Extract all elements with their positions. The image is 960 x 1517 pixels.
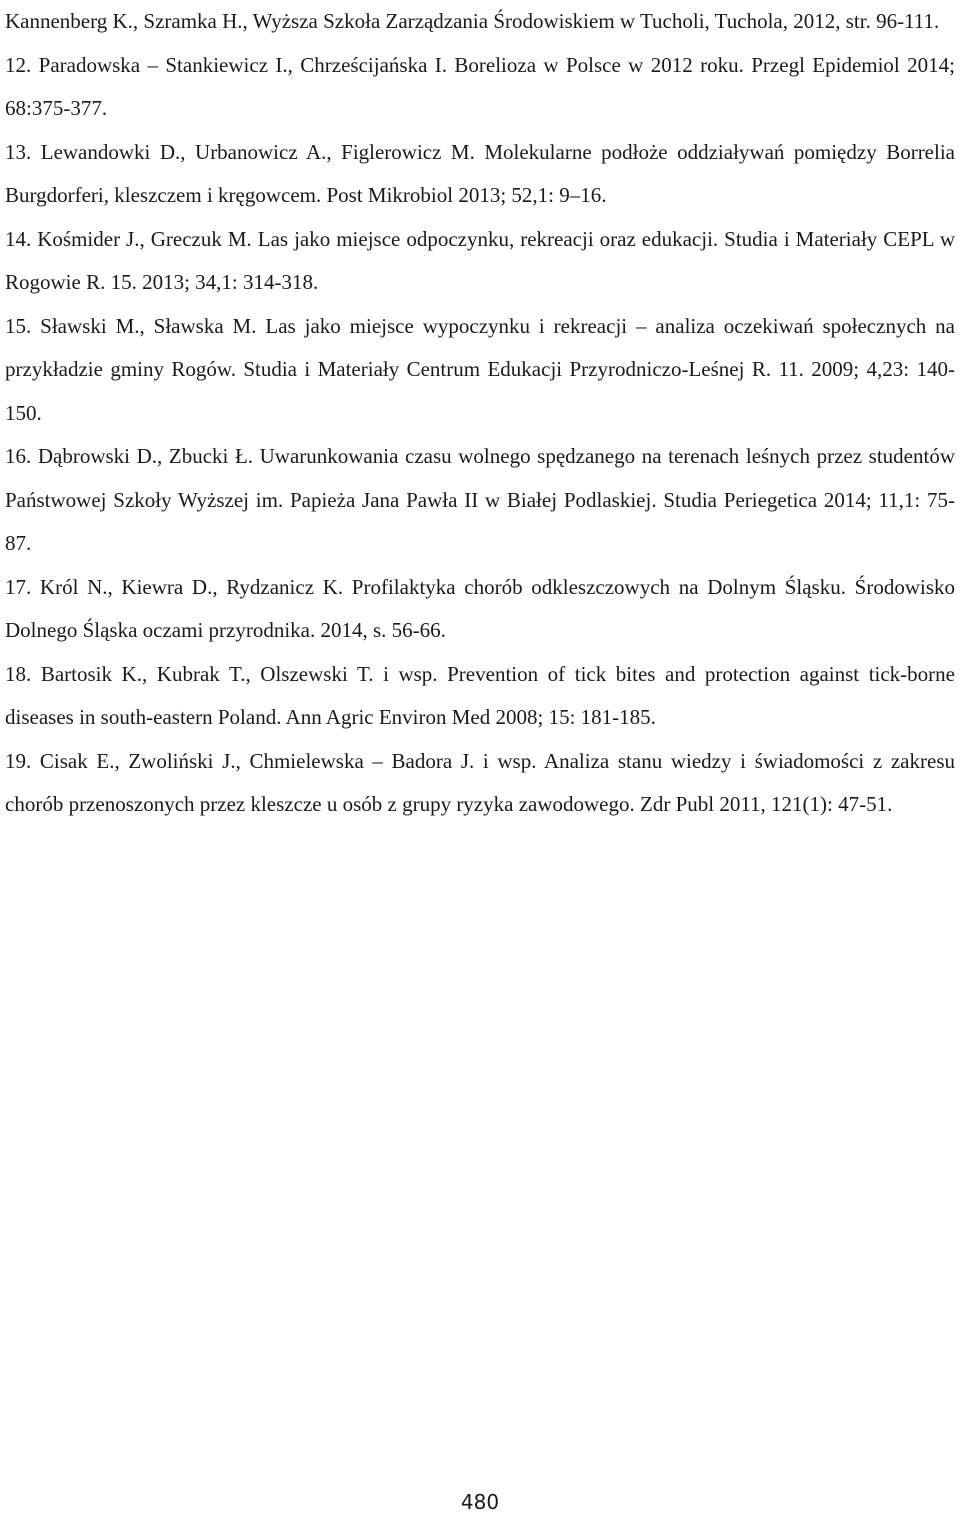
- reference-item: 19. Cisak E., Zwoliński J., Chmielewska – Badora J. i wsp. Analiza stanu wiedzy i świadomości z zakresu chorób przenoszonych przez kleszcze u osób z grupy ryzyka zawodowego. Zdr Publ 2011, 121(1): 47-51.: [5, 748, 955, 816]
- reference-item: 14. Kośmider J., Greczuk M. Las jako miejsce odpoczynku, rekreacji oraz edukacji. Studia i Materiały CEPL w Rogowie R. 15. 2013; 34,1: 314-318.: [5, 226, 955, 294]
- reference-item: 17. Król N., Kiewra D., Rydzanicz K. Profilaktyka chorób odkleszczowych na Dolnym Śląsku. Środowisko Dolnego Śląska oczami przyrodnika. 2014, s. 56-66.: [5, 574, 955, 642]
- reference-item: 18. Bartosik K., Kubrak T., Olszewski T. i wsp. Prevention of tick bites and protection against tick-borne diseases in south-eastern Poland. Ann Agric Environ Med 2008; 15: 181-185.: [5, 661, 955, 729]
- reference-list: [5, 0, 955, 827]
- reference-item: 16. Dąbrowski D., Zbucki Ł. Uwarunkowania czasu wolnego spędzanego na terenach leśnych przez studentów Państwowej Szkoły Wyższej im. Papieża Jana Pawła II w Białej Podlaskiej. Studia Periegetica 2014; 11,1: 75-87.: [5, 444, 955, 555]
- reference-item: 15. Sławski M., Sławska M. Las jako miejsce wypoczynku i rekreacji – analiza oczekiwań społecznych na przykładzie gminy Rogów. Studia i Materiały Centrum Edukacji Przyrodniczo-Leśnej R. 11. 2009; 4,23: 140-150.: [5, 313, 955, 425]
- page-number: 480: [460, 1490, 500, 1514]
- reference-item: 13. Lewandowki D., Urbanowicz A., Figlerowicz M. Molekularne podłoże oddziaływań pomiędzy Borrelia Burgdorferi, kleszczem i kręgowcem. Post Mikrobiol 2013; 52,1: 9–16.: [5, 139, 955, 207]
- reference-item: 12. Paradowska – Stankiewicz I., Chrześcijańska I. Borelioza w Polsce w 2012 roku. Przegl Epidemiol 2014; 68:375-377.: [5, 52, 955, 120]
- reference-item: Kannenberg K., Szramka H., Wyższa Szkoła Zarządzania Środowiskiem w Tucholi, Tuchola, 2012, str. 96-111.: [5, 9, 940, 33]
